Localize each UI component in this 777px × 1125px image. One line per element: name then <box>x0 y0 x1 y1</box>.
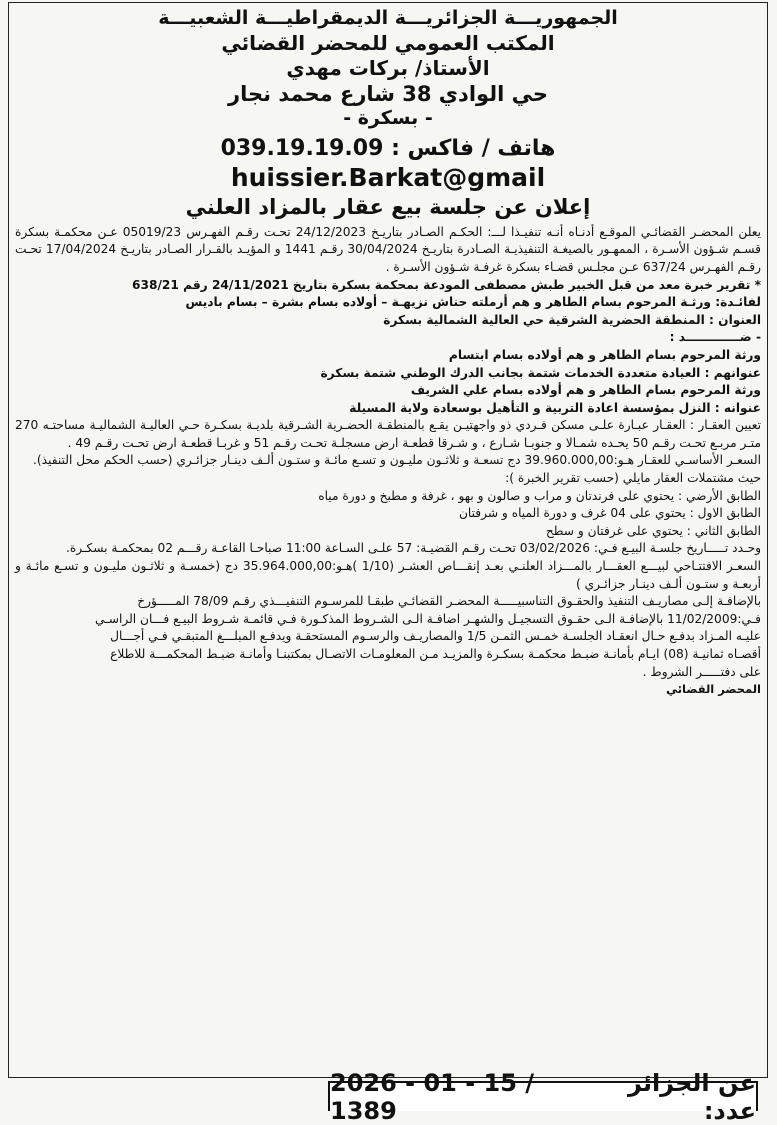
announcement-title: إعلان عن جلسة بيع عقار بالمزاد العلني <box>185 194 591 219</box>
publication-reference-box <box>328 1069 758 1125</box>
paragraph-deadline: أقصـاه ثمانيـة (08) ايـام بأمانـة ضبـط محكمـة بسكـرة والمزيـد مـن المعلومـات الاتصـال بمكتبنـا وأمانـة ضبـط المحكمـــة للاطلاع <box>110 647 761 661</box>
paragraph-expert-report: * تقرير خبرة معد من قبل الخبير طبش مصطفى المودعة بمحكمة بسكرة بتاريخ 24/11/2021 رقم 638/21 <box>132 277 761 292</box>
paragraph-opening-price: السعـر الافتتـاحي لبيـــع العقـــار بالمـــزاد العلنـي بعـد إنقـــاص العشـر (1/10 )هـو:35.964.000,00 دج (خمسـة و ثلاثـون مليـون و تسـع مائـة و أربعـة و ستـون ألـف دينـار جزائـري ) <box>15 559 761 591</box>
paragraph-against: - ضـــــــــــــد : <box>669 330 761 345</box>
paragraph-payment: عليـه المـزاد بدفـع حـال انعقـاد الجلسـة خمـس الثمـن 1/5 والمصاريـف والرسـوم المستحقـة ويدفـع المبلـــغ المتبقـي فـي أجـــال <box>110 629 761 644</box>
paragraph-base-price: السعـر الأساسـي للعقـار هـو:39.960.000,00 دج تسعـة و ثلاثـون مليـون و تسـع مائـة و ستـون ألـف دينـار جزائـري (حسب الحكم محل التنفيذ). <box>33 453 761 468</box>
paragraph-second-floor: الطابق الثاني : يحتوي على غرفتان و سطح <box>545 523 761 538</box>
paragraph-debtor-2: ورثة المرحوم بسام الطاهر و هم أولاده بسام علي الشريف <box>410 383 761 398</box>
paragraph-sale-date: وحـدد تـــــاريخ جلسـة البيـع فـي: 03/02/2026 تحـت رقـم القضيـة: 57 علـى السـاعة 11:00 صباحـا القاعـة رقـــم 02 بمحكمـة بسكـرة. <box>65 541 761 556</box>
paragraph-property-designation: تعيين العقـار : العقـار عبـارة علـى مسكن فـردي ذو واجهتيـن يقـع بالمنطقـة الحضـرية الشـرقية بلديـة بسكـرة حـي العاليـة الشماليـة مساحتـه 270 متـر مربـع تحـت رقـم 50 يحـده شمـالا و جنوبـا شـارع ، و شـرقا قطعـة ارض مسجلـة تحـت رقـم 51 و غربـا قطعـة ارض تحـت رقـم 49 . <box>15 418 761 450</box>
publication-reference: 2026 - 01 - 15 / 1389 <box>330 1069 535 1125</box>
bailiff-name: الأستاذ/ بركات مهدي <box>286 55 490 80</box>
office-address: حي الوادي 38 شارع محمد نجار <box>228 81 548 106</box>
paragraph-ground-floor: الطابق الأرضي : يحتوي على فرندتان و مراب و صالون و بهو ، غرفة و مطبخ و دورة مياه <box>318 488 761 503</box>
announcement-document <box>8 2 768 1078</box>
paragraph-beneficiary: لفائـدة: ورثـة المرحوم بسام الطاهر و هم أرملته حناش نزيهـة – أولاده بسام بشرة – بسام باديس <box>185 295 761 310</box>
paragraph-conditions: على دفتـــــر الشروط . <box>642 664 761 679</box>
paragraph-judgment: يعلن المحضـر القضائـي الموقـع أدنـاه أنـه تنفيـذا لـــ: الحكـم الصـادر بتاريـخ 24/12/2023 تحـت رقـم الفهـرس 05019/23 عـن محكمـة بسكرة قسـم شـؤون الأسـرة ، الممهـور بالصيغـة التنفيذيـة الصـادرة بتاريـخ 30/04/2024 رقـم 1441 و المؤيـد بالقـرار الصـادر بتاريـخ 17/04/2024 تحـت رقـم الفهـرس 637/24 عـن مجلـس قضـاء بسكرة غرفـة شـؤون الأسـرة . <box>15 224 762 274</box>
paragraph-contents-heading: حيث مشتملات العقار مايلي (حسب تقرير الخبرة ): <box>505 471 761 486</box>
paragraph-fees: بالإضافـة إلـى مصاريـف التنفيذ والحقـوق التناسبيـــــة المحضـر القضائـي طبقـا للمرسـوم التنفيـــذي رقـم 78/09 المـــــؤرخ <box>137 594 761 609</box>
paragraph-debtor-1: ورثة المرحوم بسام الطاهر و هم أولاده بسام ابتسام <box>448 347 761 362</box>
office-email: huissier.Barkat@gmail <box>230 163 546 193</box>
office-phone: هاتف / فاكس : 039.19.19.09 <box>220 135 556 161</box>
letterhead <box>9 3 767 222</box>
office-city: - بسكرة - <box>343 107 433 129</box>
paragraph-fees-date: فـي:11/02/2009 بالإضافـة الـى حقـوق التسجيـل والشهـر اضافـة الـى الشـروط المذكـورة فـي قائمـة شـروط البيـع فـــان الراسـي <box>95 611 761 626</box>
paragraph-beneficiary-address: العنوان : المنطقة الحضرية الشرقية حي العالية الشمالية بسكرة <box>383 312 761 327</box>
office-name: المكتب العمومي للمحضر القضائي <box>221 30 555 55</box>
paragraph-debtor-2-address: عنوانه : النزل بمؤسسة اعادة التربية و التأهيل بوسعادة ولاية المسيلة <box>349 400 761 415</box>
announcement-body <box>9 222 767 699</box>
publication-label: عن الجزائر عدد: <box>628 1069 756 1125</box>
republic-name: الجمهوريـــة الجزائريـــة الديمقراطيـــة الشعبيـــة <box>158 7 618 29</box>
paragraph-first-floor: الطابق الاول : يحتوي على 04 غرف و دورة المياه و شرفتان <box>458 506 761 521</box>
paragraph-debtor-1-address: عنوانهم : العيادة متعددة الخدمات شتمة بجانب الدرك الوطني شتمة بسكرة <box>320 365 761 380</box>
signature: المحضر القضائي <box>666 682 761 697</box>
